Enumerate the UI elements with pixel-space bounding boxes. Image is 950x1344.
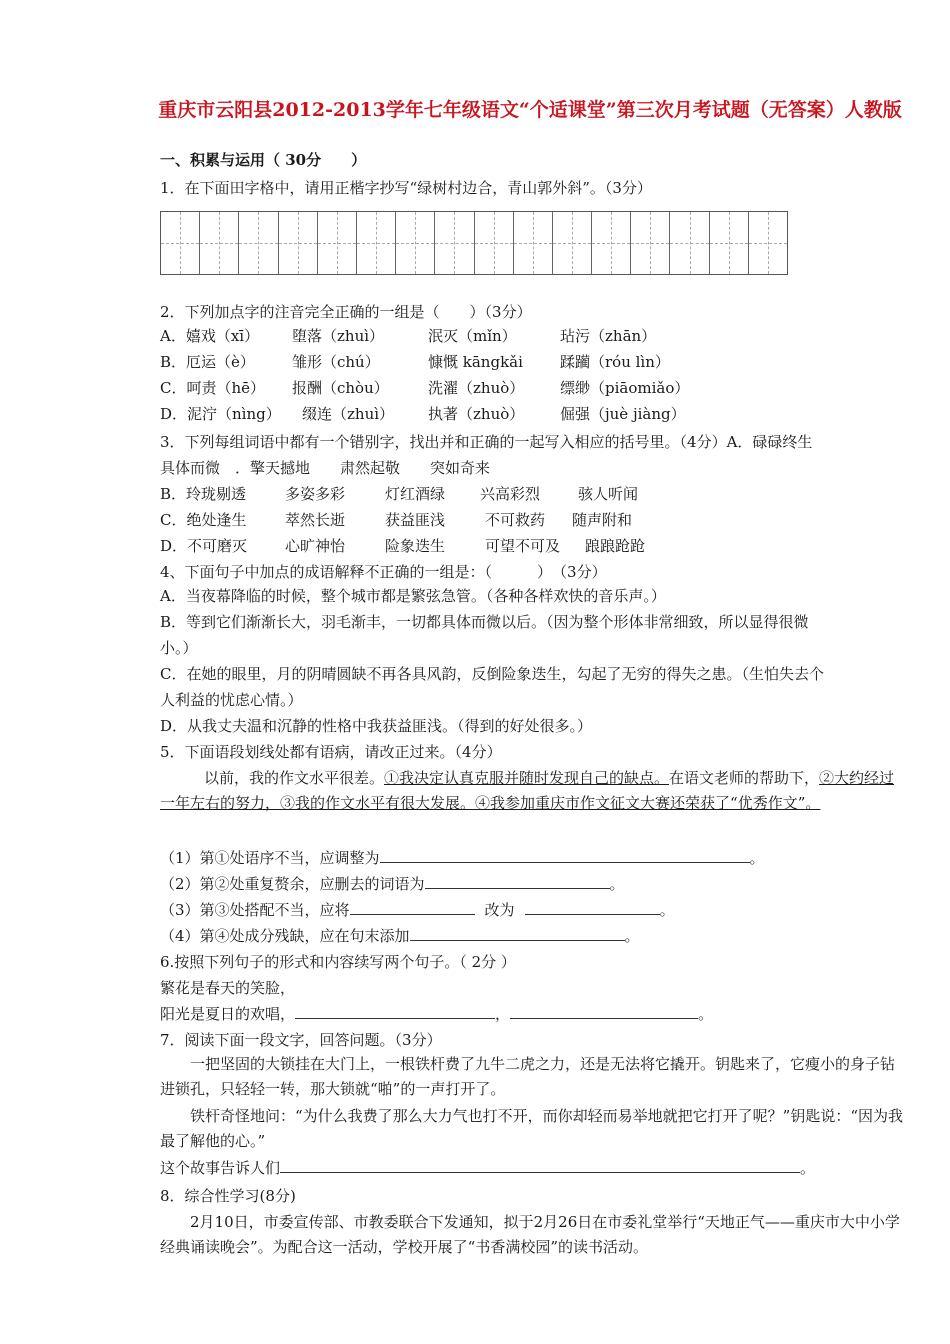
grid-cell[interactable] xyxy=(514,212,553,274)
grid-cell[interactable] xyxy=(357,212,396,274)
answer-blank[interactable] xyxy=(280,1156,800,1173)
grid-cell[interactable] xyxy=(239,212,278,274)
document-title: 重庆市云阳县2012-2013学年七年级语文“个适课堂”第三次月考试题（无答案）人教版 xyxy=(158,99,902,121)
q7-passage-2: 铁杆奇怪地问：“为什么我费了那么大力气也打不开，而你却轻而易举地就把它打开了呢？”钥匙说：“因为我最了解他的心。” xyxy=(160,1107,904,1150)
answer-blank[interactable] xyxy=(350,898,475,915)
word: 险象迭生 xyxy=(385,537,446,555)
word: B．厄运（è） xyxy=(160,353,255,371)
sub-label: （2）第②处重复赘余，应删去的词语为 xyxy=(160,875,425,893)
grid-cell[interactable] xyxy=(631,212,670,274)
tianzige-grid[interactable] xyxy=(160,211,788,275)
word: 雏形（chú） xyxy=(292,353,380,371)
passage-intro: 以前，我的作文水平很差。 xyxy=(204,769,385,787)
period: 。 xyxy=(659,901,675,919)
sentence-2: ②大约经过一年左右的努力， xyxy=(160,769,895,812)
sentence-3: ③我的作文水平有很大发展。 xyxy=(280,794,476,812)
word: 多姿多彩 xyxy=(285,485,346,503)
q3-text: 3．下列每组词语中都有一个错别字，找出并和正确的一起写入相应的括号里。（4分）A．碌碌终生 xyxy=(160,433,813,451)
grid-cell[interactable] xyxy=(161,212,200,274)
sentence-1: ①我决定认真克服并随时发现自己的缺点。 xyxy=(384,769,670,787)
word: 不可救药 xyxy=(485,511,546,529)
q8-passage: 2月10日，市委宣传部、市教委联合下发通知，拟于2月26日在市委礼堂举行“天地正气——重庆市大中小学经典诵读晚会”。为配合这一活动，学校开展了“书香满校园”的读书活动。 xyxy=(160,1213,900,1256)
comma: ， xyxy=(495,1005,511,1023)
word: 洗濯（zhuò） xyxy=(428,379,525,397)
q5-sub-4 xyxy=(160,924,640,948)
word: 蹂躏（róu lìn） xyxy=(560,353,670,371)
q8-text: 8．综合性学习(8分) xyxy=(160,1187,296,1205)
period: 。 xyxy=(624,927,640,945)
answer-blank[interactable] xyxy=(425,872,610,889)
word: A．嬉戏（xī） xyxy=(160,327,260,345)
q4-option-b-cont: 小。） xyxy=(160,639,198,657)
q4-text: 4、下面句子中加点的成语解释不正确的一组是：（ ） （3分） xyxy=(160,563,607,581)
word: B．玲珑剔透 xyxy=(160,485,247,503)
sub-label-2: 改为 xyxy=(484,901,515,919)
grid-cell[interactable] xyxy=(200,212,239,274)
q4-option-b: B．等到它们渐渐长大，羽毛渐丰，一切都具体而微以后。（因为整个形体非常细致，所以显得很微 xyxy=(160,613,809,631)
word: 玷污（zhān） xyxy=(560,327,657,345)
q5-sub-1 xyxy=(160,846,765,870)
word: 获益匪浅 xyxy=(385,511,446,529)
word: 泯灭（mǐn） xyxy=(428,327,517,345)
prompt: 阳光是夏日的欢唱， xyxy=(160,1005,296,1023)
q6-line xyxy=(160,1002,713,1026)
period: 。 xyxy=(800,1159,816,1177)
word: C．绝处逢生 xyxy=(160,511,247,529)
q5-sub-3 xyxy=(160,898,675,922)
answer-blank[interactable] xyxy=(295,1002,495,1019)
word: 倔强（juè jiàng） xyxy=(560,405,686,423)
word: 执著（zhuò） xyxy=(428,405,525,423)
q4-option-a: A．当夜幕降临的时候，整个城市都是繁弦急管。（各种各样欢快的音乐声。） xyxy=(160,587,666,605)
word: 报酬（chòu） xyxy=(292,379,389,397)
answer-blank[interactable] xyxy=(510,1002,698,1019)
q7-passage-1: 一把坚固的大锁挂在大门上，一根铁杆费了九牛二虎之力，还是无法将它撬开。钥匙来了，它瘦小的身子钻进锁孔，只轻轻一转，那大锁就“啪”的一声打开了。 xyxy=(160,1055,896,1098)
sentence-4: ④我参加重庆市作文征文大赛还荣获了“优秀作文”。 xyxy=(475,794,821,812)
word: 堕落（zhuì） xyxy=(292,327,385,345)
word: D．泥泞（nìng） xyxy=(160,405,281,423)
q3-option-a: 具体而微 ．擎天撼地 肃然起敬 突如奇来 xyxy=(160,459,491,477)
period: 。 xyxy=(749,849,765,867)
sub-label: （4）第④处成分残缺，应在句末添加 xyxy=(160,927,410,945)
period: 。 xyxy=(609,875,625,893)
word: 可望不可及 xyxy=(485,537,561,555)
word: 兴高彩烈 xyxy=(480,485,541,503)
q4-option-d: D．从我丈夫温和沉静的性格中我获益匪浅。（得到的好处很多。） xyxy=(160,717,593,735)
grid-cell[interactable] xyxy=(435,212,474,274)
word: 随声附和 xyxy=(572,511,633,529)
sub-label: （1）第①处语序不当，应调整为 xyxy=(160,849,380,867)
word: 慷慨 kāngkǎi xyxy=(428,353,523,371)
period: 。 xyxy=(698,1005,714,1023)
section-heading: 一、积累与运用（ 30分 ） xyxy=(160,151,367,169)
grid-cell[interactable] xyxy=(475,212,514,274)
q6-text: 6.按照下列句子的形式和内容续写两个句子。（ 2分 ） xyxy=(160,953,516,971)
q4-option-c: C．在她的眼里，月的阴晴圆缺不再各具风韵，反倒险象迭生，勾起了无穷的得失之患。（生怕失去个 xyxy=(160,665,824,683)
q1-text: 1．在下面田字格中，请用正楷字抄写“绿树村边合，青山郭外斜”。（3分） xyxy=(160,179,652,197)
word: 心旷神怡 xyxy=(285,537,346,555)
q6-example: 繁花是春天的笑脸， xyxy=(160,979,296,997)
q5-text: 5．下面语段划线处都有语病，请改正过来。（4分） xyxy=(160,743,502,761)
word: 缀连（zhuì） xyxy=(302,405,395,423)
grid-cell[interactable] xyxy=(592,212,631,274)
word: 萃然长逝 xyxy=(285,511,346,529)
answer-blank[interactable] xyxy=(525,898,660,915)
q2-text: 2．下列加点字的注音完全正确的一组是（ ）（3分） xyxy=(160,303,532,321)
grid-cell[interactable] xyxy=(670,212,709,274)
grid-cell[interactable] xyxy=(318,212,357,274)
grid-cell[interactable] xyxy=(396,212,435,274)
grid-cell[interactable] xyxy=(710,212,749,274)
grid-cell[interactable] xyxy=(749,212,787,274)
word: 踉踉跄跄 xyxy=(585,537,646,555)
q4-option-c-cont: 人利益的忧虑心情。） xyxy=(160,691,303,709)
word: D．不可磨灭 xyxy=(160,537,248,555)
q7-question xyxy=(160,1156,815,1180)
grid-cell[interactable] xyxy=(553,212,592,274)
answer-blank[interactable] xyxy=(410,924,625,941)
word: 灯红酒绿 xyxy=(385,485,446,503)
prompt: 这个故事告诉人们 xyxy=(160,1159,281,1177)
word: 骇人听闻 xyxy=(578,485,639,503)
grid-cell[interactable] xyxy=(279,212,318,274)
word: 缥缈（piāomiǎo） xyxy=(560,379,690,397)
q5-sub-2 xyxy=(160,872,625,896)
answer-blank[interactable] xyxy=(380,846,750,863)
sub-label: （3）第③处搭配不当，应将 xyxy=(160,901,350,919)
word: C．呵责（hē） xyxy=(160,379,266,397)
q7-text: 7．阅读下面一段文字，回答问题。（3分） xyxy=(160,1031,442,1049)
passage-mid: 在语文老师的帮助下， xyxy=(669,769,820,787)
q5-passage xyxy=(160,766,905,816)
